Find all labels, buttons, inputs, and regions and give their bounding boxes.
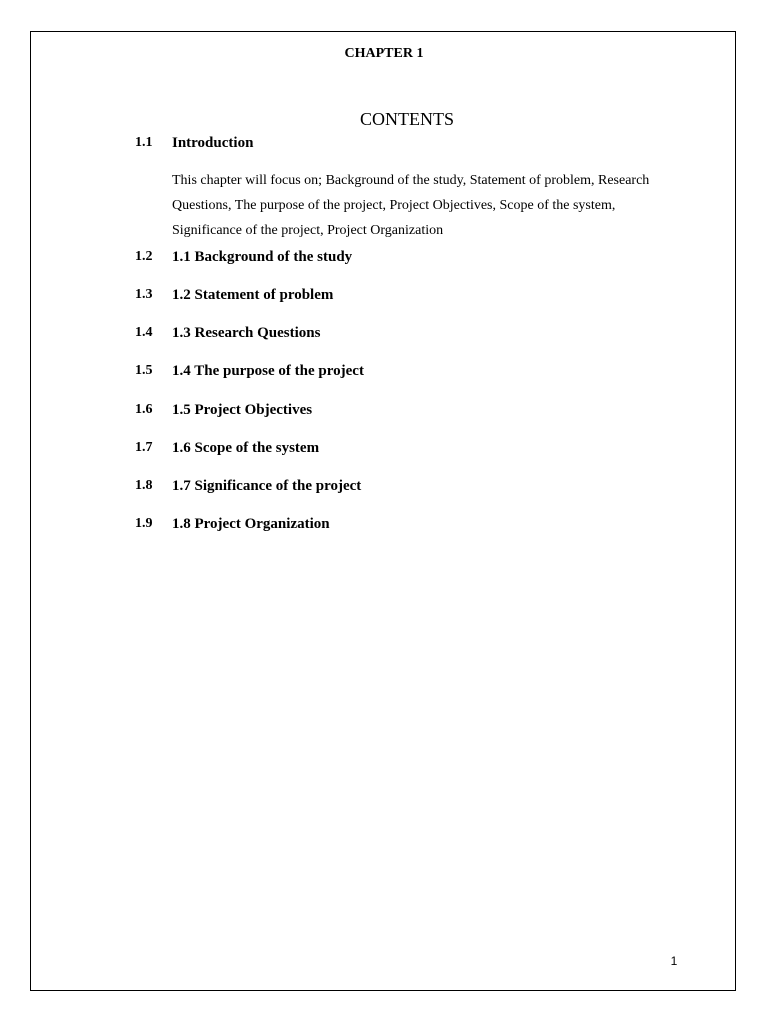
toc-item-label: Introduction — [172, 135, 254, 151]
toc-item-label: 1.1 Background of the study — [172, 249, 353, 265]
toc-item-number: 1.6 — [135, 402, 153, 417]
toc-item-label: 1.5 Project Objectives — [172, 402, 313, 418]
toc-item-label: 1.6 Scope of the system — [172, 440, 320, 456]
toc-item-label: 1.3 Research Questions — [172, 325, 321, 341]
toc-item-label: 1.2 Statement of problem — [172, 287, 334, 303]
toc-item-label: 1.7 Significance of the project — [172, 478, 362, 494]
toc-item-number: 1.8 — [135, 478, 153, 493]
intro-paragraph: This chapter will focus on; Background of the study, Statement of problem, Research Questions, The purpose of the project, Project Objectives, Scope of the system, Significance of the project, Project Organization — [172, 173, 650, 238]
toc-item-number: 1.5 — [135, 363, 153, 378]
toc-item-number: 1.4 — [135, 325, 153, 340]
toc-item-label: 1.4 The purpose of the project — [172, 363, 364, 379]
chapter-title: CHAPTER 1 — [344, 46, 424, 61]
toc-item-number: 1.9 — [135, 516, 153, 531]
toc-item-number: 1.2 — [135, 249, 153, 264]
toc-item-number: 1.3 — [135, 287, 153, 302]
toc-item-number: 1.1 — [135, 135, 153, 150]
toc-item-number: 1.7 — [135, 440, 153, 455]
page-number: 1 — [670, 954, 678, 968]
contents-title: CONTENTS — [360, 109, 454, 129]
toc-item-label: 1.8 Project Organization — [172, 516, 330, 532]
